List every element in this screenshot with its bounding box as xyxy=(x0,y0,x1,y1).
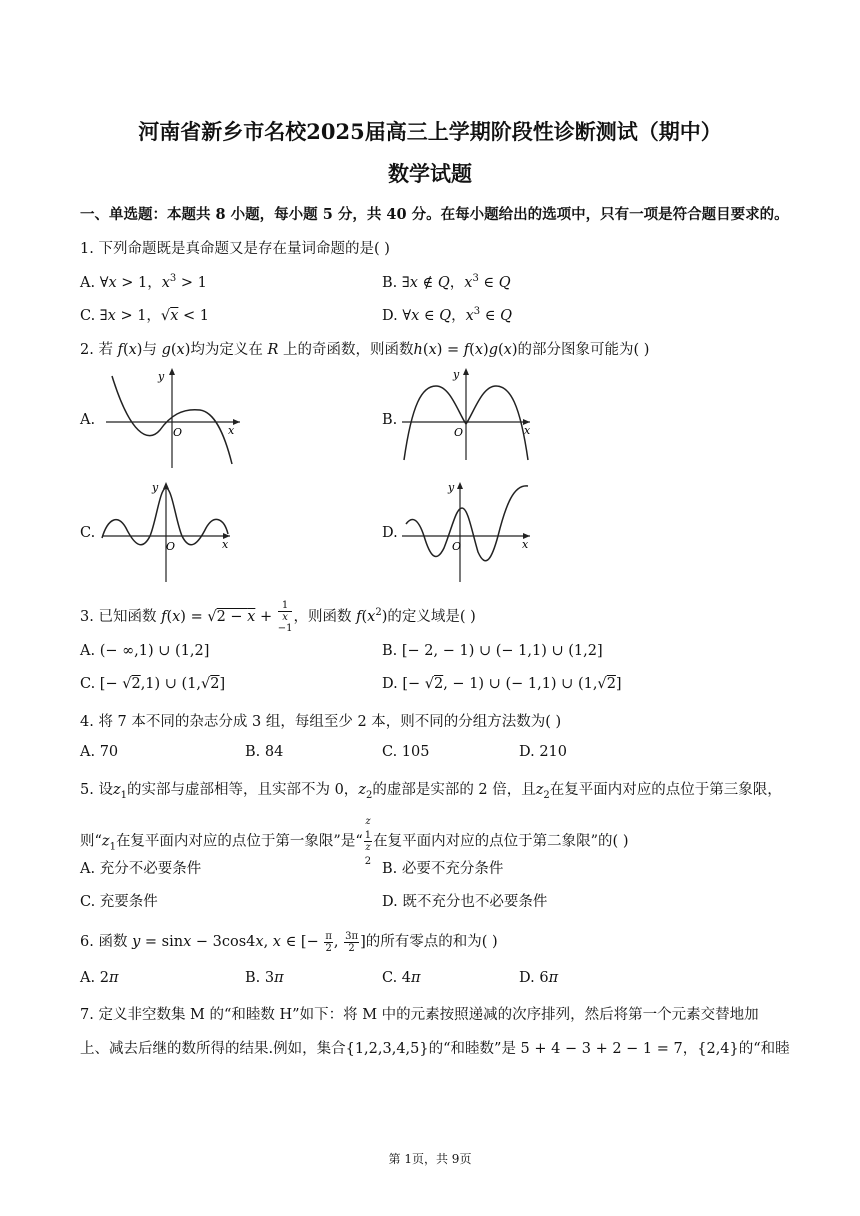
q4-option-b: B. 84 xyxy=(245,744,284,760)
q2b-origin: O xyxy=(454,426,464,439)
q7-line2: 上、减去后继的数所得的结果.例如，集合{1,2,3,4,5}的“和睦数”是 5 + 4 − 3 + 2 − 1 = 7，{2,4}的“和睦 xyxy=(80,1041,790,1057)
q2-graph-c xyxy=(98,478,238,584)
q3-option-b: B. [− 2, − 1) ∪ (− 1,1) ∪ (1,2] xyxy=(382,643,603,659)
q1-stem: 1. 下列命题既是真命题又是存在量词命题的是( ) xyxy=(80,241,390,257)
q4-stem: 4. 将 7 本不同的杂志分成 3 组，每组至少 2 本，则不同的分组方法数为( ) xyxy=(80,714,562,730)
q3-option-c: C. [− √2,1) ∪ (1,√2] xyxy=(80,676,226,692)
exam-subtitle: 数学试题 xyxy=(388,161,472,186)
q5-line1: 5. 设$z_1$的实部与虚部相等，且实部不为 0，$z_2$的虚部是实部的 2 倍，且$z_2$在复平面内对应的点位于第三象限， xyxy=(80,782,782,801)
q1-option-c: C. ∃x > 1，√x < 1 xyxy=(80,308,209,324)
q2a-x-label: x xyxy=(228,424,235,437)
q4-option-d: D. 210 xyxy=(519,744,568,760)
q1-option-b: B. ∃x ∉ Q，$x^3$ ∈ Q xyxy=(382,273,511,291)
q5-option-c: C. 充要条件 xyxy=(80,894,158,910)
q2-label-a: A. xyxy=(80,412,96,428)
q1-option-a: A. ∀x > 1，$x^3 > 1$ xyxy=(80,273,207,291)
q5-option-b: B. 必要不充分条件 xyxy=(382,861,504,877)
q7-line1: 7. 定义非空数集 M 的“和睦数 H”如下：将 M 中的元素按照递减的次序排列，然后将第一个元素交替地加 xyxy=(80,1007,759,1023)
q2d-origin: O xyxy=(452,540,462,553)
q2a-y-label: y xyxy=(158,370,165,383)
q2-label-d: D. xyxy=(382,525,398,541)
q6-stem: 6. 函数 y = sinx − 3cos4x, x ∈ [− $\frac{\pi}{2}$ , $\frac{3\pi}{2}$ ]的所有零点的和为( ) xyxy=(80,930,498,954)
q5-option-d: D. 既不充分也不必要条件 xyxy=(382,894,548,910)
q2a-origin: O xyxy=(173,426,183,439)
q2-label-b: B. xyxy=(382,412,398,428)
q3-stem: 3. 已知函数 f(x) = √2 − x + 1 x −1 ，则函数 $f(x^2)$的定义域是( ) xyxy=(80,600,476,634)
q2-graph-d xyxy=(398,478,538,584)
q5-line2: 则“$z_1$在复平面内对应的点位于第一象限”是“ z $_1$ z $_2$ 在复平面内对应的点位于第二象限”的( ) xyxy=(80,816,629,867)
q2c-origin: O xyxy=(166,540,176,553)
q2d-x-label: x xyxy=(522,538,529,551)
q4-option-a: A. 70 xyxy=(80,744,119,760)
q2b-y-label: y xyxy=(453,368,460,381)
q2c-y-label: y xyxy=(152,481,159,494)
section-heading: 一、单选题：本题共 8 小题，每小题 5 分，共 40 分。在每小题给出的选项中，只有一项是符合题目要求的。 xyxy=(80,206,789,223)
q3-option-a: A. (− ∞,1) ∪ (1,2] xyxy=(80,643,210,659)
q2-graph-b xyxy=(398,364,538,464)
q6-option-a: A. 2π xyxy=(80,970,119,986)
q2b-x-label: x xyxy=(524,424,531,437)
q6-option-d: D. 6π xyxy=(519,970,559,986)
q2c-x-label: x xyxy=(222,538,229,551)
q1-option-d: D. ∀x ∈ Q，$x^3$ ∈ Q xyxy=(382,306,513,324)
q5-option-a: A. 充分不必要条件 xyxy=(80,861,202,877)
page-footer: 第 1页，共 9页 xyxy=(388,1152,472,1166)
q2-stem: 2. 若 f(x)与 g(x)均为定义在 R 上的奇函数，则函数h(x) = f(x)g(x)的部分图象可能为( ) xyxy=(80,342,650,358)
exam-title: 河南省新乡市名校2025届高三上学期阶段性诊断测试（期中） xyxy=(138,119,722,144)
q2-graph-a xyxy=(100,364,250,470)
q4-option-c: C. 105 xyxy=(382,744,430,760)
q6-option-c: C. 4π xyxy=(382,970,421,986)
q2d-y-label: y xyxy=(448,481,455,494)
q6-option-b: B. 3π xyxy=(245,970,284,986)
q3-option-d: D. [− √2, − 1) ∪ (− 1,1) ∪ (1,√2] xyxy=(382,676,622,692)
q2-label-c: C. xyxy=(80,525,96,541)
